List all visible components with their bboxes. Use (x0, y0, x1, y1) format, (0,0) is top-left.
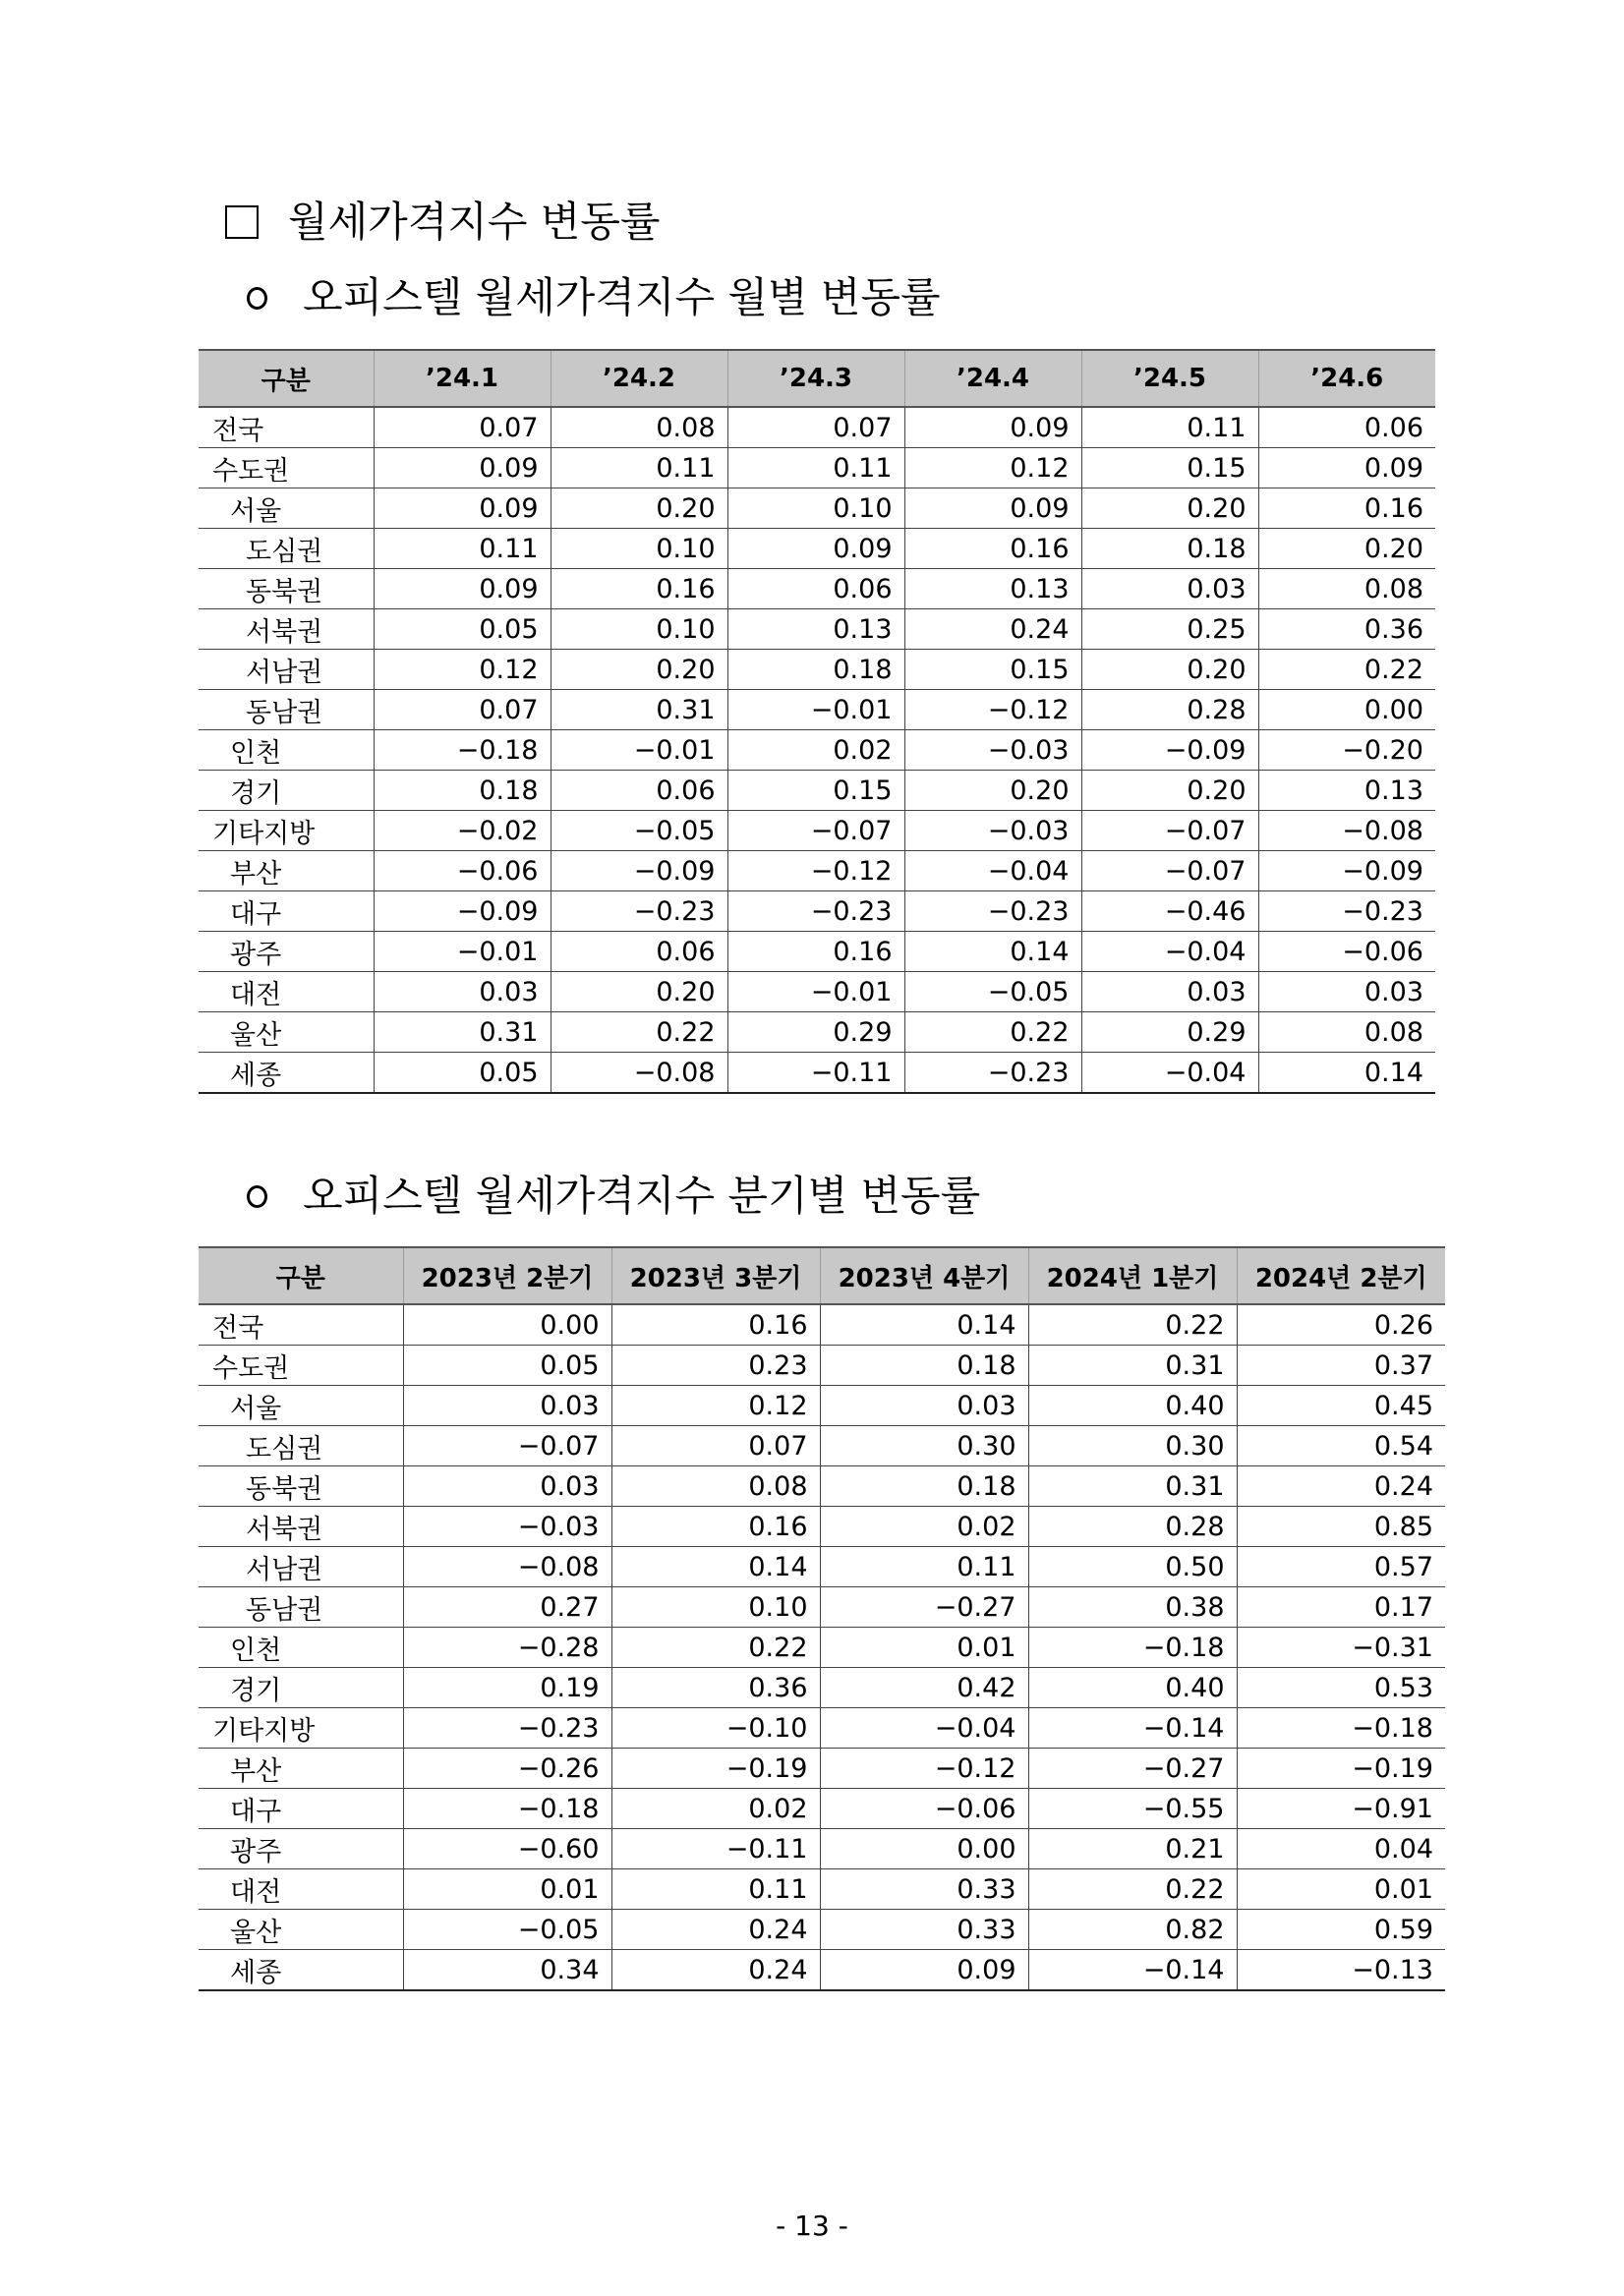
value-cell: 0.18 (374, 771, 551, 811)
value-cell: −0.12 (820, 1749, 1028, 1789)
value-cell: 0.15 (904, 650, 1081, 690)
column-header: 2023년 4분기 (820, 1247, 1028, 1304)
table-row (199, 811, 1435, 851)
value-cell: −0.14 (1028, 1950, 1237, 1991)
region-name-cell: 동북권 (199, 569, 374, 609)
value-cell: 0.11 (611, 1869, 820, 1910)
value-cell: −0.07 (403, 1426, 611, 1466)
value-cell: −0.06 (820, 1789, 1028, 1829)
value-cell: 0.03 (1081, 569, 1258, 609)
value-cell: −0.07 (1081, 851, 1258, 891)
value-cell: 0.11 (374, 529, 551, 569)
value-cell: 0.11 (1081, 407, 1258, 448)
table-row (199, 1012, 1435, 1053)
value-cell: −0.09 (1258, 851, 1435, 891)
value-cell: 0.10 (551, 529, 727, 569)
table-row (199, 1426, 1445, 1466)
value-cell: 0.17 (1237, 1587, 1445, 1628)
table-row (199, 1789, 1445, 1829)
region-name-cell: 서울 (199, 1386, 403, 1426)
value-cell: 0.36 (611, 1668, 820, 1708)
table-row (199, 932, 1435, 972)
region-name-cell: 동남권 (199, 690, 374, 730)
value-cell: −0.06 (374, 851, 551, 891)
table-row (199, 1950, 1445, 1991)
value-cell: −0.46 (1081, 891, 1258, 932)
value-cell: 0.33 (820, 1869, 1028, 1910)
value-cell: −0.10 (611, 1708, 820, 1749)
value-cell: −0.18 (1028, 1628, 1237, 1668)
value-cell: −0.18 (403, 1789, 611, 1829)
region-name-cell: 전국 (199, 407, 374, 448)
table-row (199, 1547, 1445, 1587)
value-cell: 0.12 (374, 650, 551, 690)
table-row (199, 1829, 1445, 1869)
value-cell: 0.09 (374, 448, 551, 488)
value-cell: 0.25 (1081, 609, 1258, 650)
column-header: ’24.1 (374, 350, 551, 407)
value-cell: 0.16 (551, 569, 727, 609)
value-cell: 0.09 (374, 569, 551, 609)
value-cell: 0.16 (1258, 488, 1435, 529)
value-cell: −0.28 (403, 1628, 611, 1668)
value-cell: −0.23 (403, 1708, 611, 1749)
value-cell: −0.31 (1237, 1628, 1445, 1668)
value-cell: 0.02 (820, 1507, 1028, 1547)
value-cell: −0.23 (727, 891, 904, 932)
value-cell: 0.28 (1081, 690, 1258, 730)
value-cell: −0.14 (1028, 1708, 1237, 1749)
value-cell: −0.01 (727, 972, 904, 1012)
value-cell: −0.03 (904, 730, 1081, 771)
table-row (199, 1346, 1445, 1386)
table-row (199, 1910, 1445, 1950)
table-header-row (199, 1247, 1445, 1304)
monthly-subheading (247, 273, 941, 321)
value-cell: −0.27 (1028, 1749, 1237, 1789)
value-cell: −0.23 (904, 1053, 1081, 1094)
value-cell: 0.54 (1237, 1426, 1445, 1466)
circle-bullet-icon (247, 287, 267, 310)
region-name-cell: 부산 (199, 851, 374, 891)
value-cell: 0.06 (551, 932, 727, 972)
value-cell: 0.29 (1081, 1012, 1258, 1053)
page-number: - 13 - (776, 2210, 848, 2242)
value-cell: 0.50 (1028, 1547, 1237, 1587)
region-name-cell: 전국 (199, 1304, 403, 1346)
value-cell: 0.02 (611, 1789, 820, 1829)
column-header: ’24.5 (1081, 350, 1258, 407)
value-cell: −0.03 (904, 811, 1081, 851)
value-cell: −0.18 (374, 730, 551, 771)
checkbox-square-icon (225, 205, 259, 239)
region-name-cell: 동남권 (199, 1587, 403, 1628)
value-cell: −0.07 (1081, 811, 1258, 851)
value-cell: 0.16 (904, 529, 1081, 569)
region-name-cell: 서북권 (199, 609, 374, 650)
value-cell: −0.11 (611, 1829, 820, 1869)
table-row (199, 488, 1435, 529)
value-cell: 0.14 (904, 932, 1081, 972)
value-cell: 0.14 (820, 1304, 1028, 1346)
value-cell: 0.22 (551, 1012, 727, 1053)
value-cell: −0.91 (1237, 1789, 1445, 1829)
region-name-cell: 경기 (199, 1668, 403, 1708)
value-cell: 0.03 (820, 1386, 1028, 1426)
value-cell: 0.22 (1028, 1869, 1237, 1910)
region-name-cell: 광주 (199, 1829, 403, 1869)
value-cell: −0.20 (1258, 730, 1435, 771)
value-cell: −0.19 (611, 1749, 820, 1789)
value-cell: −0.12 (727, 851, 904, 891)
value-cell: 0.20 (551, 972, 727, 1012)
region-name-cell: 서북권 (199, 1507, 403, 1547)
value-cell: 0.08 (611, 1466, 820, 1507)
column-header: ’24.2 (551, 350, 727, 407)
value-cell: 0.20 (1081, 771, 1258, 811)
value-cell: 0.06 (1258, 407, 1435, 448)
value-cell: 0.20 (1081, 488, 1258, 529)
value-cell: 0.11 (820, 1547, 1028, 1587)
value-cell: 0.24 (904, 609, 1081, 650)
value-cell: 0.18 (820, 1346, 1028, 1386)
region-name-cell: 서남권 (199, 1547, 403, 1587)
value-cell: 0.00 (1258, 690, 1435, 730)
value-cell: 0.82 (1028, 1910, 1237, 1950)
value-cell: 0.59 (1237, 1910, 1445, 1950)
value-cell: 0.19 (403, 1668, 611, 1708)
value-cell: 0.20 (1081, 650, 1258, 690)
value-cell: 0.37 (1237, 1346, 1445, 1386)
table-row (199, 690, 1435, 730)
value-cell: −0.05 (551, 811, 727, 851)
value-cell: −0.26 (403, 1749, 611, 1789)
value-cell: −0.13 (1237, 1950, 1445, 1991)
value-cell: −0.09 (1081, 730, 1258, 771)
value-cell: −0.01 (374, 932, 551, 972)
value-cell: 0.04 (1237, 1829, 1445, 1869)
value-cell: 0.05 (374, 609, 551, 650)
value-cell: −0.02 (374, 811, 551, 851)
table-row (199, 569, 1435, 609)
region-name-cell: 세종 (199, 1053, 374, 1094)
column-header: 2023년 2분기 (403, 1247, 611, 1304)
table-row (199, 1053, 1435, 1094)
value-cell: 0.33 (820, 1910, 1028, 1950)
value-cell: 0.53 (1237, 1668, 1445, 1708)
value-cell: 0.02 (727, 730, 904, 771)
column-header: ’24.3 (727, 350, 904, 407)
value-cell: 0.05 (403, 1346, 611, 1386)
monthly-subheading-text: 오피스텔 월세가격지수 월별 변동률 (303, 273, 941, 321)
table-row (199, 972, 1435, 1012)
table-row (199, 448, 1435, 488)
value-cell: 0.22 (1258, 650, 1435, 690)
value-cell: 0.18 (1081, 529, 1258, 569)
value-cell: 0.15 (727, 771, 904, 811)
value-cell: 0.36 (1258, 609, 1435, 650)
value-cell: 0.00 (403, 1304, 611, 1346)
region-name-cell: 도심권 (199, 529, 374, 569)
value-cell: 0.22 (611, 1628, 820, 1668)
value-cell: 0.10 (727, 488, 904, 529)
region-name-cell: 수도권 (199, 1346, 403, 1386)
value-cell: 0.11 (727, 448, 904, 488)
region-name-cell: 대구 (199, 1789, 403, 1829)
region-name-cell: 대전 (199, 972, 374, 1012)
value-cell: 0.12 (904, 448, 1081, 488)
value-cell: 0.05 (374, 1053, 551, 1094)
column-header: ’24.6 (1258, 350, 1435, 407)
region-name-cell: 대전 (199, 1869, 403, 1910)
table-row (199, 1587, 1445, 1628)
value-cell: −0.23 (904, 891, 1081, 932)
value-cell: −0.04 (1081, 932, 1258, 972)
value-cell: 0.09 (904, 488, 1081, 529)
column-header-category: 구분 (199, 350, 374, 407)
table-row (199, 1708, 1445, 1749)
value-cell: 0.16 (611, 1507, 820, 1547)
region-name-cell: 울산 (199, 1910, 403, 1950)
value-cell: 0.28 (1028, 1507, 1237, 1547)
region-name-cell: 수도권 (199, 448, 374, 488)
value-cell: 0.09 (820, 1950, 1028, 1991)
value-cell: 0.10 (551, 609, 727, 650)
section-heading (225, 198, 661, 246)
quarterly-change-table (199, 1246, 1445, 1991)
value-cell: 0.13 (727, 609, 904, 650)
value-cell: 0.13 (1258, 771, 1435, 811)
table-row (199, 891, 1435, 932)
value-cell: −0.04 (820, 1708, 1028, 1749)
value-cell: 0.10 (611, 1587, 820, 1628)
value-cell: −0.01 (727, 690, 904, 730)
value-cell: −0.12 (904, 690, 1081, 730)
value-cell: 0.24 (1237, 1466, 1445, 1507)
region-name-cell: 대구 (199, 891, 374, 932)
value-cell: 0.23 (611, 1346, 820, 1386)
value-cell: 0.24 (611, 1910, 820, 1950)
region-name-cell: 서울 (199, 488, 374, 529)
table-row (199, 1749, 1445, 1789)
value-cell: 0.85 (1237, 1507, 1445, 1547)
region-name-cell: 광주 (199, 932, 374, 972)
section-heading-text: 월세가격지수 변동률 (288, 198, 661, 246)
value-cell: −0.07 (727, 811, 904, 851)
value-cell: 0.01 (820, 1628, 1028, 1668)
value-cell: 0.34 (403, 1950, 611, 1991)
value-cell: −0.03 (403, 1507, 611, 1547)
table-header-row (199, 350, 1435, 407)
value-cell: −0.09 (551, 851, 727, 891)
column-header: 2024년 1분기 (1028, 1247, 1237, 1304)
region-name-cell: 인천 (199, 730, 374, 771)
value-cell: −0.05 (904, 972, 1081, 1012)
value-cell: 0.31 (551, 690, 727, 730)
value-cell: 0.08 (551, 407, 727, 448)
value-cell: 0.16 (727, 932, 904, 972)
table-row (199, 1304, 1445, 1346)
value-cell: −0.05 (403, 1910, 611, 1950)
value-cell: 0.09 (727, 529, 904, 569)
table-row (199, 609, 1435, 650)
value-cell: 0.03 (403, 1466, 611, 1507)
region-name-cell: 경기 (199, 771, 374, 811)
table-row (199, 1869, 1445, 1910)
region-name-cell: 인천 (199, 1628, 403, 1668)
value-cell: 0.09 (1258, 448, 1435, 488)
value-cell: −0.18 (1237, 1708, 1445, 1749)
value-cell: 0.57 (1237, 1547, 1445, 1587)
table-row (199, 771, 1435, 811)
value-cell: 0.13 (904, 569, 1081, 609)
column-header: ’24.4 (904, 350, 1081, 407)
value-cell: −0.55 (1028, 1789, 1237, 1829)
value-cell: 0.15 (1081, 448, 1258, 488)
region-name-cell: 서남권 (199, 650, 374, 690)
value-cell: 0.03 (374, 972, 551, 1012)
value-cell: 0.03 (1081, 972, 1258, 1012)
value-cell: 0.08 (1258, 1012, 1435, 1053)
value-cell: 0.20 (1258, 529, 1435, 569)
value-cell: −0.06 (1258, 932, 1435, 972)
table-row (199, 1507, 1445, 1547)
region-name-cell: 기타지방 (199, 811, 374, 851)
value-cell: 0.18 (820, 1466, 1028, 1507)
value-cell: 0.22 (1028, 1304, 1237, 1346)
table-row (199, 730, 1435, 771)
value-cell: −0.04 (904, 851, 1081, 891)
value-cell: −0.23 (1258, 891, 1435, 932)
value-cell: 0.40 (1028, 1386, 1237, 1426)
value-cell: 0.38 (1028, 1587, 1237, 1628)
quarterly-subheading-text: 오피스텔 월세가격지수 분기별 변동률 (303, 1172, 981, 1220)
value-cell: 0.03 (403, 1386, 611, 1426)
value-cell: 0.31 (1028, 1346, 1237, 1386)
value-cell: 0.00 (820, 1829, 1028, 1869)
table-row (199, 1466, 1445, 1507)
value-cell: 0.14 (611, 1547, 820, 1587)
table-row (199, 851, 1435, 891)
value-cell: −0.27 (820, 1587, 1028, 1628)
value-cell: −0.09 (374, 891, 551, 932)
table-row (199, 1628, 1445, 1668)
value-cell: −0.19 (1237, 1749, 1445, 1789)
value-cell: 0.12 (611, 1386, 820, 1426)
table-row (199, 650, 1435, 690)
value-cell: −0.11 (727, 1053, 904, 1094)
value-cell: −0.08 (403, 1547, 611, 1587)
value-cell: −0.23 (551, 891, 727, 932)
region-name-cell: 울산 (199, 1012, 374, 1053)
column-header: 2024년 2분기 (1237, 1247, 1445, 1304)
value-cell: 0.30 (1028, 1426, 1237, 1466)
column-header: 2023년 3분기 (611, 1247, 820, 1304)
region-name-cell: 부산 (199, 1749, 403, 1789)
value-cell: 0.22 (904, 1012, 1081, 1053)
value-cell: 0.07 (611, 1426, 820, 1466)
table-row (199, 529, 1435, 569)
value-cell: −0.08 (1258, 811, 1435, 851)
value-cell: 0.45 (1237, 1386, 1445, 1426)
value-cell: −0.01 (551, 730, 727, 771)
value-cell: 0.07 (374, 407, 551, 448)
value-cell: −0.04 (1081, 1053, 1258, 1094)
region-name-cell: 동북권 (199, 1466, 403, 1507)
value-cell: 0.07 (374, 690, 551, 730)
value-cell: −0.60 (403, 1829, 611, 1869)
table-row (199, 407, 1435, 448)
value-cell: 0.20 (904, 771, 1081, 811)
value-cell: 0.06 (551, 771, 727, 811)
value-cell: 0.14 (1258, 1053, 1435, 1094)
value-cell: 0.31 (1028, 1466, 1237, 1507)
table-row (199, 1386, 1445, 1426)
column-header-category: 구분 (199, 1247, 403, 1304)
value-cell: 0.16 (611, 1304, 820, 1346)
table-row (199, 1668, 1445, 1708)
monthly-change-table (199, 349, 1435, 1094)
region-name-cell: 세종 (199, 1950, 403, 1991)
value-cell: 0.21 (1028, 1829, 1237, 1869)
value-cell: 0.31 (374, 1012, 551, 1053)
quarterly-subheading (247, 1172, 981, 1220)
value-cell: 0.06 (727, 569, 904, 609)
region-name-cell: 도심권 (199, 1426, 403, 1466)
value-cell: 0.29 (727, 1012, 904, 1053)
value-cell: 0.20 (551, 488, 727, 529)
value-cell: 0.01 (1237, 1869, 1445, 1910)
value-cell: 0.11 (551, 448, 727, 488)
value-cell: 0.18 (727, 650, 904, 690)
value-cell: 0.03 (1258, 972, 1435, 1012)
value-cell: 0.27 (403, 1587, 611, 1628)
value-cell: 0.26 (1237, 1304, 1445, 1346)
value-cell: −0.08 (551, 1053, 727, 1094)
value-cell: 0.01 (403, 1869, 611, 1910)
circle-bullet-icon (247, 1185, 267, 1208)
value-cell: 0.09 (904, 407, 1081, 448)
region-name-cell: 기타지방 (199, 1708, 403, 1749)
value-cell: 0.20 (551, 650, 727, 690)
value-cell: 0.08 (1258, 569, 1435, 609)
value-cell: 0.07 (727, 407, 904, 448)
value-cell: 0.09 (374, 488, 551, 529)
value-cell: 0.24 (611, 1950, 820, 1991)
value-cell: 0.42 (820, 1668, 1028, 1708)
value-cell: 0.30 (820, 1426, 1028, 1466)
value-cell: 0.40 (1028, 1668, 1237, 1708)
